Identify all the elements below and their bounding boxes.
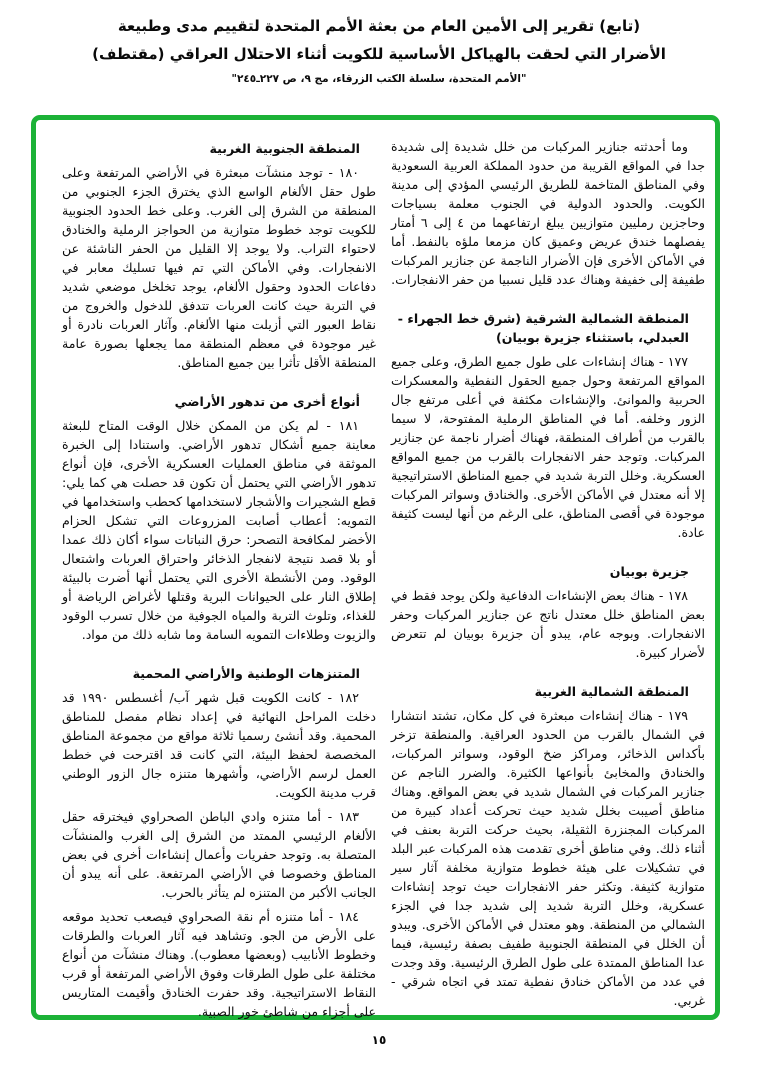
body-paragraph: ١٧٨ - هناك بعض الإنشاءات الدفاعية ولكن يوجد فقط في بعض المناطق خلل معتدل ناتج عن جنازير المركبات وحفر الانفجارات. وبوجه عام، يبدو أن جزيرة بوبيان لم تتعرض لأضرار كبيرة. [391, 588, 705, 660]
body-paragraph: ١٨٣ - أما متنزه وادي الباطن الصحراوي فيخترقه حقل الألغام الرئيسي الممتد من الشرق إلى الغرب والمنشآت المتصلة به. وتوجد حفريات وأعمال إنشاءات أخرى في بعض المناطق وخصوصا في الأراضي المرتفعة. على أنه يبدو أن الجانب الأكبر من المتنزه لم يتأثر بالحرب. [62, 809, 376, 900]
green-border-frame [31, 115, 720, 1020]
body-paragraph: ١٨٢ - كانت الكويت قبل شهر آب/ أغسطس ١٩٩٠ قد دخلت المراحل النهائية في إعداد نظام مفصل للمناطق المحمية. وقد أنشئ رسميا ثلاثة مواقع من مجموعة المناطق المخصصة لحفظ البيئة، التي كانت قد اقترحت في خطط العمل لرسم الأراضي، وأشهرها متنزه جال الزور الوطني قرب مدينة الكويت. [62, 690, 376, 800]
section-heading: أنواع أخرى من تدهور الأراضي [174, 394, 360, 409]
body-paragraph: ١٧٧ - هناك إنشاءات على طول جميع الطرق، وعلى جميع المواقع المرتفعة وحول جميع الحقول النفطية والمعسكرات الحربية والموانئ. والإنشاءات مكثفة في أعلى مرتفع جال الزور وخلفه. أما في المناطق الرملية المفتوحة، لا سيما بالقرب من أطراف المنطقة، فهناك أضرار ناجمة عن جنازير المركبات. وتوجد حفر الانفجارات بالقرب من جميع المواقع العسكرية. وخلل التربة شديد في جميع المناطق الاستراتيجية إلا أنه معتدل في الأماكن الأخرى. والخنادق وسواتر المركبات موجودة في أقصى المناطق، على الرغم من أنها ليست كثيفة عادة. [391, 354, 705, 540]
document-header [0, 12, 758, 88]
document-title-line-2: الأضرار التي لحقت بالهياكل الأساسية للكويت أثناء الاحتلال العراقي (مقتطف) [92, 45, 666, 63]
section-heading: المتنزهات الوطنية والأراضي المحمية [132, 666, 360, 681]
page-number: ١٥ [371, 1033, 387, 1047]
section-heading: جزيرة بوبيان [609, 564, 689, 579]
body-paragraph: وما أحدثته جنازير المركبات من خلل شديدة إلى شديدة جدا في المواقع القريبة من حدود المملكة العربية السعودية وفي المناطق المتاخمة للطريق الرئيسي المؤدي إلى مدينة الكويت. والحدود الدولية في الجنوب معلمة بسياجات وحاجزين رمليين متوازيين يبلغ ارتفاعهما من ٤ إلى ٦ أمتار يفصلهما خندق عريض وعميق كان مزمعا ملؤه بالنفط. أما في الأماكن الأخرى فإن الأضرار الناجمة عن جنازير المركبات طفيفة إلى خفيفة وهناك عدد قليل نسبيا من حفر الانفجارات. [391, 139, 705, 287]
two-column-layout [36, 120, 715, 1026]
document-title-line-1: (تابع) تقرير إلى الأمين العام من بعثة الأمم المتحدة لتقييم مدى وطبيعة [117, 17, 641, 35]
body-paragraph: ١٨١ - لم يكن من الممكن خلال الوقت المتاح للبعثة معاينة جميع أشكال تدهور الأراضي. واستنادا إلى الخبرة الموثقة في مناطق العمليات العسكرية الأخرى، فإن أنواع تدهور الأراضي التي يحتمل أن تكون قد حصلت هي كما يلي: قطع الشجيرات والأشجار لاستخدامها كحطب واستخدامها في التمويه: أعطاب أصابت المزروعات التي تشكل الحزام الأخضر لمكافحة التصحر: حرق النباتات سواء أكان ذلك عمدا أو بلا قصد نتيجة لانفجار الذخائر واحتراق العربات واشتعال الوقود. ومن الأنشطة الأخرى التي يحتمل أنها أضرت بالبيئة إطلاق النار على الحيوانات البرية وقتلها لأغراض الرياضة أو للغذاء، وتلوث التربة والمياه الجوفية من خلال تسرب الوقود والزيوت وطلاءات التمويه السامة وما شابه ذلك من مواد. [62, 418, 376, 642]
body-paragraph: ١٧٩ - هناك إنشاءات مبعثرة في كل مكان، تشتد انتشارا في الشمال بالقرب من الحدود العراقية. والمنطقة تزخر بأكداس الذخائر، ومراكز ضخ الوقود، وسواتر المركبات، والخنادق والمخابئ بأنواعها الكثيرة. والضرر الناجم عن جنازير المركبات في الشمال شديد في بعض المواقع. وهناك مناطق أصيبت بخلل شديد حيث تحركت أعداد كبيرة من المركبات المجنزرة الثقيلة، بحيث حركت التربة بعنف في أثناء ذلك. وفي مناطق أخرى تقدمت هذه المركبات عبر البلد في تشكيلات على هيئة خطوط متوازية مخلفة آثار سير متوازية كثيفة. وتكثر حفر الانفجارات حيث توجد إنشاءات عسكرية، وخلل التربة شديد إلى شديد جدا في الجزء الشمالي من المنطقة. وهو معتدل في الأماكن الأخرى. ويبدو أن الخلل في المنطقة الجنوبية طفيف بصفة رئيسية، فيما عدا المناطق الممتدة على طول الطرق الرئيسية. وقد وجدت في عدد من الأماكن خنادق نفطية تمتد في اتجاه شرقي - غربي. [391, 708, 705, 1008]
body-paragraph: ١٨٤ - أما متنزه أم نقة الصحراوي فيصعب تحديد موقعه على الأرض من الجو. وتشاهد فيه آثار العربات والطرقات وخطوط الأنابيب (وبعضها معطوب). وهناك منشآت من أنواع مختلفة على طول الطرقات وفوق الأراضي المرتفعة أو قرب النقاط الاستراتيجية. وقد حفرت الخنادق وأقيمت المتاريس على أجزاء من شاطئ خور الصبية. [62, 909, 376, 1019]
body-paragraph: ١٨٠ - توجد منشآت مبعثرة في الأراضي المرتفعة وعلى طول حقل الألغام الواسع الذي يخترق الجزء الجنوبي من المنطقة من الشرق إلى الغرب. وعلى خط الحدود الجنوبية للكويت توجد خطوط متوازية من الحواجز الرملية والخنادق لاحتواء التراب. ولا يوجد إلا القليل من الحفر الناشئة عن الانفجارات. وفي الأماكن التي تم فيها تسليك معابر في دفاعات الحدود وحقول الألغام، يوجد تخلخل موضعي شديد في التربة حيث كانت العربات تتدفق للدخول والخروج من نقاط العبور التي أزيلت منها الألغام. وآثار العربات نادرة أو غير موجودة في معظم المنطقة مما يجعلها بصورة عامة المنطقة الأقل تأثرا بين جميع المناطق. [62, 165, 376, 370]
section-heading: المنطقة الشمالية الغربية [534, 684, 689, 699]
column-left [62, 135, 376, 1026]
column-right [391, 135, 705, 1026]
section-heading: المنطقة الجنوبية الغربية [209, 141, 360, 156]
section-heading: المنطقة الشمالية الشرقية (شرق خط الجهراء - العبدلي، باستثناء جزيرة بوبيان) [397, 311, 689, 345]
document-source-citation: "الأمم المتحدة، سلسلة الكتب الزرقاء، مج ٩، ص ٢٢٧ـ٢٤٥" [231, 73, 527, 85]
